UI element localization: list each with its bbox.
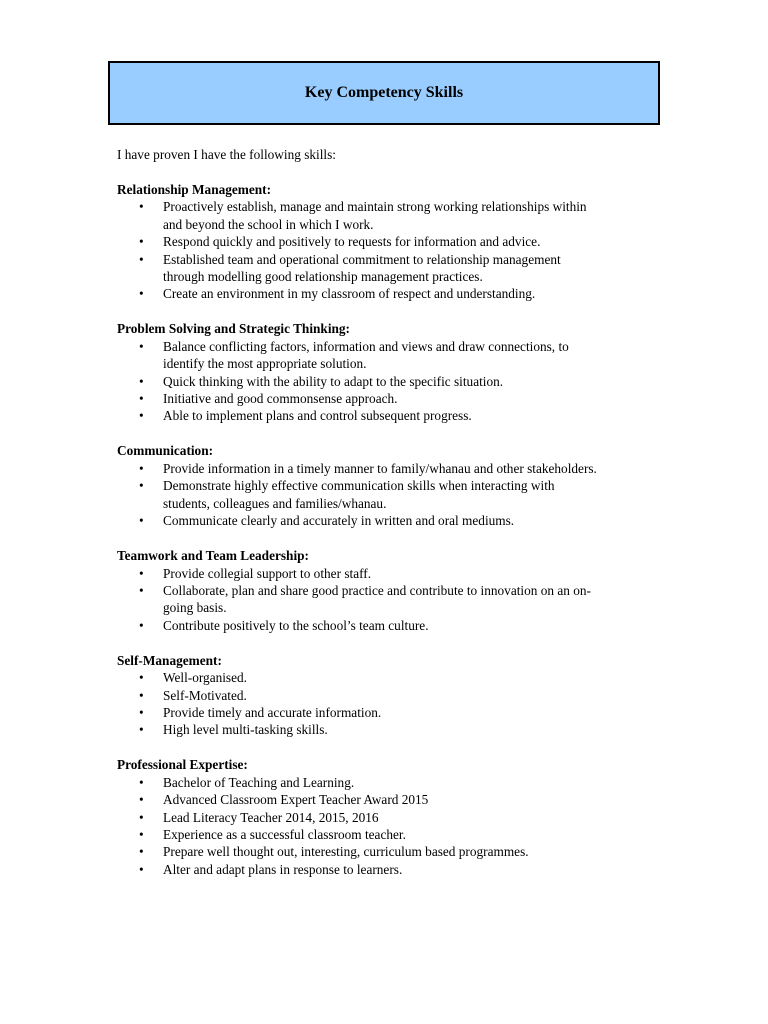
list-item-text: Create an environment in my classroom of respect and understanding. [163,286,536,302]
bullet-icon: • [139,774,144,790]
bullet-icon: • [139,722,144,738]
bullet-icon: • [139,251,144,267]
bullet-icon: • [139,861,144,877]
skill-list [117,338,657,425]
list-item-text: Provide information in a timely manner to family/whanau and other stakeholders. [163,460,597,476]
section-heading: Relationship Management: [117,182,272,197]
list-item-text: Quick thinking with the ability to adapt to the specific situation. [163,373,504,389]
list-item [117,582,603,617]
skill-section [117,181,657,303]
title-box [108,61,660,125]
list-item [117,704,603,721]
bullet-icon: • [139,844,144,860]
skill-list [117,774,657,878]
list-item [117,809,603,826]
bullet-icon: • [139,199,144,215]
skill-section [117,320,657,424]
skill-list [117,565,657,635]
bullet-icon: • [139,391,144,407]
list-item-text: Provide collegial support to other staff. [163,565,372,581]
list-item-text: Lead Literacy Teacher 2014, 2015, 2016 [163,809,379,825]
list-item-text: Bachelor of Teaching and Learning. [163,774,355,790]
list-item [117,460,603,477]
skill-list [117,198,657,302]
bullet-icon: • [139,704,144,720]
list-item [117,338,603,373]
list-item [117,512,603,529]
bullet-icon: • [139,809,144,825]
list-item-text: Able to implement plans and control subsequent progress. [163,408,472,424]
list-item [117,843,603,860]
bullet-icon: • [139,617,144,633]
list-item-text: Experience as a successful classroom teacher. [163,826,406,842]
list-item-text: Advanced Classroom Expert Teacher Award 2015 [163,792,429,808]
document-body [117,146,657,878]
list-item [117,251,603,286]
skill-section [117,756,657,878]
list-item [117,721,603,738]
skill-section [117,547,657,634]
list-item-text: High level multi-tasking skills. [163,722,328,738]
list-item-text: Respond quickly and positively to requests for information and advice. [163,234,541,250]
bullet-icon: • [139,286,144,302]
skill-list [117,460,657,530]
section-heading: Teamwork and Team Leadership: [117,548,309,564]
bullet-icon: • [139,373,144,389]
list-item [117,826,603,843]
skill-section [117,652,657,739]
bullet-icon: • [139,478,144,494]
bullet-icon: • [139,338,144,354]
list-item [117,565,603,582]
list-item-text: Alter and adapt plans in response to learners. [163,861,403,877]
list-item [117,687,603,704]
bullet-icon: • [139,826,144,842]
bullet-icon: • [139,792,144,808]
bullet-icon: • [139,513,144,529]
list-item [117,669,603,686]
list-item [117,477,603,512]
list-item [117,617,603,634]
bullet-icon: • [139,408,144,424]
skill-section [117,442,657,529]
section-heading: Communication: [117,443,214,459]
bullet-icon: • [139,460,144,476]
list-item-text: Communicate clearly and accurately in written and oral mediums. [163,513,515,529]
list-item-text: Proactively establish, manage and maintain strong working relationships within and beyond the school in which I work. [163,199,587,232]
intro-text: I have proven I have the following skills: [117,147,336,162]
list-item [117,285,603,302]
list-item [117,861,603,878]
list-item-text: Established team and operational commitment to relationship management through modelling good relationship management practices. [163,251,561,285]
list-item-text: Balance conflicting factors, information and views and draw connections, to identify the most appropriate solution. [163,338,569,372]
bullet-icon: • [139,687,144,703]
list-item [117,373,603,390]
list-item [117,390,603,407]
list-item [117,791,603,808]
list-item-text: Well-organised. [163,670,247,686]
page-title: Key Competency Skills [304,84,464,101]
section-heading: Professional Expertise: [117,757,248,773]
list-item-text: Collaborate, plan and share good practice and contribute to innovation on an on-going basis. [163,582,591,616]
bullet-icon: • [139,565,144,581]
list-item [117,233,603,250]
list-item-text: Initiative and good commonsense approach. [163,391,398,407]
list-item-text: Prepare well thought out, interesting, curriculum based programmes. [163,844,529,860]
bullet-icon: • [139,670,144,686]
list-item [117,407,603,424]
list-item [117,198,603,233]
section-heading: Self-Management: [117,652,222,668]
skill-list [117,669,657,739]
list-item-text: Contribute positively to the school’s team culture. [163,617,429,633]
list-item-text: Self-Motivated. [163,687,247,703]
section-heading: Problem Solving and Strategic Thinking: [117,321,350,337]
bullet-icon: • [139,582,144,598]
bullet-icon: • [139,234,144,250]
list-item-text: Provide timely and accurate information. [163,704,382,720]
list-item [117,774,603,791]
list-item-text: Demonstrate highly effective communication skills when interacting with students, colleagues and families/whanau. [163,478,555,511]
